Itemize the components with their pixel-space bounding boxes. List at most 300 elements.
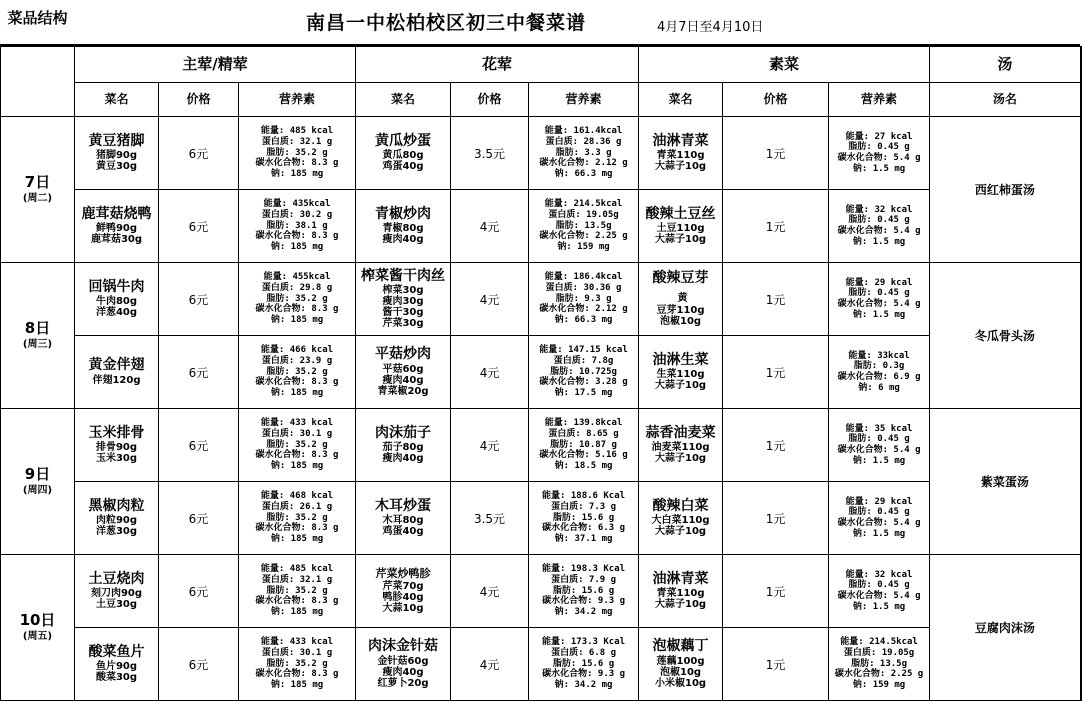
- veg-price: 1元: [765, 511, 786, 526]
- flower-name-cell: [356, 555, 451, 628]
- category-flower: 花荤: [356, 47, 639, 83]
- main-ingredient: 鱼片90g: [95, 661, 138, 673]
- veg-ingredient: 青菜110g: [656, 588, 705, 600]
- flower-ingredient: 青菜椒20g: [377, 385, 429, 397]
- flower-nutrition-line: 脂肪: 9.3 g: [555, 293, 612, 304]
- veg-nutrition-line: 钠: 1.5 mg: [852, 455, 906, 466]
- flower-name-cell: [356, 190, 451, 263]
- main-ingredient: 伴翅120g: [92, 374, 141, 386]
- flower-ingredient: 瘦肉40g: [382, 374, 424, 386]
- main-nutrition-line: 脂肪: 35.2 g: [266, 366, 328, 377]
- col-flower-price: 价格: [451, 83, 529, 117]
- main-ingredient: 洋葱40g: [95, 307, 138, 319]
- flower-nutrition-line: 蛋白质: 30.36 g: [545, 283, 622, 294]
- main-nutrition-line: 脂肪: 35.2 g: [266, 512, 328, 523]
- flower-nutrition-line: 钠: 37.1 mg: [554, 533, 613, 544]
- flower-dish-name: 平菇炒肉: [375, 346, 432, 363]
- flower-nutrition-line: 脂肪: 10.725g: [550, 366, 617, 377]
- column-header-row: [1, 83, 1081, 117]
- main-dish-name: 黄豆猪脚: [88, 132, 145, 149]
- veg-nutrition-line: 钠: 159 mg: [852, 679, 906, 690]
- flower-price: 3.5元: [473, 146, 506, 161]
- veg-nutrition-line: 能量: 32 kcal: [845, 204, 913, 215]
- flower-nutrition-line: 蛋白质: 7.9 g: [551, 575, 616, 586]
- flower-price-cell: [451, 336, 529, 409]
- veg-ingredient: 小米椒10g: [655, 677, 707, 689]
- veg-nutrition-line: 脂肪: 13.5g: [851, 658, 908, 669]
- structure-label-cell: [1, 9, 75, 117]
- main-name-cell: [75, 336, 159, 409]
- flower-price: 3.5元: [473, 511, 506, 526]
- dish-row: [1, 482, 1081, 555]
- flower-nutrition-line: 能量: 214.5kcal: [544, 199, 623, 210]
- veg-nutrition-line: 脂肪: 0.45 g: [848, 142, 910, 153]
- main-dish-name: 土豆烧肉: [88, 570, 145, 587]
- veg-nutrition-line: 脂肪: 0.45 g: [848, 288, 910, 299]
- main-nutrition-line: 能量: 485 kcal: [260, 126, 334, 137]
- veg-nutrition-line: 脂肪: 0.3g: [853, 361, 905, 372]
- veg-nutrition-line: 碳水化合物: 2.25 g: [834, 669, 924, 680]
- main-nutrition-cell: [239, 190, 356, 263]
- flower-dish-name: 肉沫金针菇: [368, 638, 439, 655]
- veg-ingredient: 泡椒10g: [660, 315, 702, 327]
- flower-ingredient: 木耳80g: [382, 515, 424, 527]
- col-veg-nutrition: 营养素: [829, 83, 930, 117]
- day-weekday: (周二): [22, 192, 53, 204]
- flower-ingredient: 鸭胗40g: [382, 592, 424, 604]
- flower-nutrition-line: 碳水化合物: 3.28 g: [539, 377, 628, 388]
- veg-nutrition-line: 钠: 1.5 mg: [852, 528, 906, 539]
- flower-nutrition-cell: [529, 628, 639, 701]
- main-nutrition-line: 蛋白质: 26.1 g: [261, 502, 333, 513]
- flower-nutrition-line: 碳水化合物: 2.12 g: [539, 304, 628, 315]
- flower-ingredient: 鸡蛋40g: [382, 526, 424, 538]
- main-price: 6元: [188, 365, 209, 380]
- flower-nutrition-line: 蛋白质: 7.3 g: [551, 502, 616, 513]
- flower-nutrition-line: 钠: 17.5 mg: [554, 387, 613, 398]
- veg-dish-name: 油淋青菜: [652, 570, 709, 587]
- flower-ingredient: 黄瓜80g: [382, 150, 424, 162]
- main-ingredient: 牛肉80g: [95, 296, 138, 308]
- main-ingredient: 鲜鸭90g: [95, 223, 138, 235]
- main-dish-name: 回锅牛肉: [88, 278, 145, 295]
- main-name-cell: [75, 117, 159, 190]
- flower-price: 4元: [479, 657, 500, 672]
- flower-name-cell: [356, 263, 451, 336]
- veg-nutrition-line: 钠: 6 mg: [858, 382, 900, 393]
- flower-nutrition-line: 钠: 18.5 mg: [554, 460, 613, 471]
- flower-nutrition-line: 蛋白质: 6.8 g: [551, 648, 616, 659]
- flower-nutrition-line: 钠: 66.3 mg: [554, 168, 613, 179]
- veg-name-cell: [639, 482, 723, 555]
- main-nutrition-line: 蛋白质: 29.8 g: [261, 283, 333, 294]
- veg-price: 1元: [765, 292, 786, 307]
- veg-ingredient: 大蒜子10g: [655, 380, 707, 392]
- flower-price-cell: [451, 409, 529, 482]
- veg-dish-name: 酸辣豆芽: [652, 270, 709, 287]
- flower-price-cell: [451, 482, 529, 555]
- day-weekday: (周四): [22, 484, 53, 496]
- main-ingredient: 排骨90g: [95, 442, 138, 454]
- main-nutrition-line: 能量: 435kcal: [263, 199, 331, 210]
- flower-price-cell: [451, 190, 529, 263]
- flower-nutrition-line: 蛋白质: 7.8g: [553, 356, 614, 367]
- main-name-cell: [75, 263, 159, 336]
- veg-ingredient: 大白菜110g: [651, 515, 710, 527]
- main-nutrition-line: 能量: 468 kcal: [260, 491, 334, 502]
- veg-price-cell: [723, 117, 829, 190]
- flower-ingredient: 茄子80g: [382, 442, 424, 454]
- main-price: 6元: [188, 657, 209, 672]
- flower-ingredient: 青椒80g: [382, 223, 424, 235]
- col-main-name: 菜名: [75, 83, 159, 117]
- main-nutrition-cell: [239, 117, 356, 190]
- flower-nutrition-line: 能量: 198.3 Kcal: [542, 564, 626, 575]
- flower-nutrition-line: 钠: 159 mg: [557, 241, 610, 252]
- main-nutrition-line: 能量: 433 kcal: [260, 418, 334, 429]
- main-price: 6元: [188, 146, 209, 161]
- veg-dish-name: 油淋生菜: [652, 351, 709, 368]
- flower-nutrition-line: 脂肪: 15.6 g: [552, 512, 615, 523]
- veg-nutrition-line: 碳水化合物: 5.4 g: [837, 299, 921, 309]
- main-price: 6元: [188, 219, 209, 234]
- flower-price-cell: [451, 263, 529, 336]
- soup-name: 紫菜蛋汤: [980, 475, 1029, 490]
- veg-price-cell: [723, 482, 829, 555]
- flower-price: 4元: [479, 365, 500, 380]
- main-nutrition-line: 碳水化合物: 8.3 g: [255, 596, 339, 607]
- main-dish-name: 鹿茸菇烧鸭: [81, 205, 152, 222]
- flower-price: 4元: [479, 584, 500, 599]
- main-nutrition-line: 钠: 185 mg: [270, 387, 324, 398]
- main-nutrition-line: 蛋白质: 30.2 g: [261, 210, 333, 221]
- flower-dish-name: 芹菜炒鸭胗: [375, 566, 431, 580]
- veg-dish-extra: 黄: [677, 292, 688, 304]
- flower-nutrition-line: 钠: 34.2 mg: [554, 606, 613, 617]
- col-main-nutrition: 营养素: [239, 83, 356, 117]
- veg-nutrition-line: 钠: 1.5 mg: [852, 236, 906, 247]
- veg-nutrition-cell: [829, 190, 930, 263]
- main-nutrition-line: 能量: 485 kcal: [260, 564, 334, 575]
- veg-price: 1元: [765, 657, 786, 672]
- veg-price: 1元: [765, 365, 786, 380]
- main-nutrition-line: 碳水化合物: 8.3 g: [255, 523, 339, 534]
- flower-price-cell: [451, 555, 529, 628]
- flower-price: 4元: [479, 292, 500, 307]
- veg-nutrition-line: 能量: 27 kcal: [845, 131, 913, 142]
- day-date: 8日: [24, 318, 51, 337]
- flower-nutrition-cell: [529, 555, 639, 628]
- veg-nutrition-line: 脂肪: 0.45 g: [848, 580, 910, 591]
- veg-name-cell: [639, 336, 723, 409]
- main-nutrition-line: 脂肪: 35.2 g: [266, 147, 328, 158]
- dish-row: [1, 263, 1081, 336]
- main-name-cell: [75, 190, 159, 263]
- main-nutrition-line: 钠: 185 mg: [270, 460, 324, 471]
- col-main-price: 价格: [159, 83, 239, 117]
- main-dish-name: 酸菜鱼片: [88, 643, 145, 660]
- flower-nutrition-line: 蛋白质: 8.65 g: [548, 429, 619, 440]
- dish-row: [1, 336, 1081, 409]
- flower-ingredient: 金针菇60g: [377, 655, 429, 667]
- flower-nutrition-line: 能量: 173.3 Kcal: [542, 637, 626, 648]
- main-price-cell: [159, 482, 239, 555]
- flower-nutrition-line: 碳水化合物: 2.12 g: [539, 158, 628, 169]
- col-veg-price: 价格: [723, 83, 829, 117]
- flower-nutrition-cell: [529, 263, 639, 336]
- flower-price: 4元: [479, 438, 500, 453]
- col-flower-name: 菜名: [356, 83, 451, 117]
- main-ingredient: 刻刀肉90g: [90, 588, 143, 600]
- flower-ingredient: 平菇60g: [382, 363, 424, 375]
- veg-dish-name: 泡椒藕丁: [652, 638, 709, 655]
- veg-dish-name: 酸辣土豆丝: [645, 205, 716, 222]
- main-nutrition-line: 碳水化合物: 8.3 g: [255, 231, 339, 242]
- day-weekday: (周五): [22, 630, 53, 642]
- veg-name-cell: [639, 263, 723, 336]
- main-nutrition-cell: [239, 409, 356, 482]
- veg-nutrition-line: 能量: 29 kcal: [845, 496, 913, 507]
- veg-price-cell: [723, 190, 829, 263]
- flower-nutrition-line: 蛋白质: 28.36 g: [545, 137, 622, 148]
- veg-nutrition-cell: [829, 555, 930, 628]
- flower-ingredient: 榨菜30g: [382, 285, 424, 297]
- veg-nutrition-cell: [829, 628, 930, 701]
- main-price: 6元: [188, 292, 209, 307]
- veg-nutrition-line: 钠: 1.5 mg: [852, 601, 906, 612]
- veg-nutrition-line: 钠: 1.5 mg: [852, 163, 906, 174]
- main-nutrition-line: 钠: 185 mg: [270, 533, 324, 544]
- category-veg: 素菜: [639, 47, 930, 83]
- flower-nutrition-line: 能量: 139.8kcal: [544, 418, 623, 429]
- main-ingredient: 玉米30g: [95, 453, 138, 465]
- main-nutrition-line: 能量: 433 kcal: [260, 637, 334, 648]
- main-price-cell: [159, 190, 239, 263]
- flower-nutrition-cell: [529, 336, 639, 409]
- day-date: 9日: [24, 464, 51, 483]
- veg-nutrition-line: 脂肪: 0.45 g: [848, 215, 910, 226]
- main-nutrition-line: 碳水化合物: 8.3 g: [255, 158, 339, 169]
- title-bar: [0, 0, 1080, 46]
- main-price-cell: [159, 628, 239, 701]
- flower-ingredient: 芹菜70g: [382, 581, 424, 593]
- flower-price-cell: [451, 117, 529, 190]
- veg-nutrition-cell: [829, 117, 930, 190]
- main-dish-name: 玉米排骨: [88, 424, 145, 441]
- veg-nutrition-cell: [829, 482, 930, 555]
- dish-row: [1, 117, 1081, 190]
- main-price-cell: [159, 555, 239, 628]
- main-nutrition-line: 碳水化合物: 8.3 g: [255, 669, 339, 680]
- veg-name-cell: [639, 190, 723, 263]
- veg-nutrition-line: 能量: 214.5kcal: [840, 637, 918, 648]
- flower-price-cell: [451, 628, 529, 701]
- main-dish-name: 黄金伴翅: [88, 357, 145, 374]
- soup-cell: [930, 117, 1081, 263]
- flower-nutrition-line: 脂肪: 13.5g: [555, 220, 612, 231]
- main-nutrition-line: 钠: 185 mg: [270, 168, 324, 179]
- soup-cell: [930, 555, 1081, 701]
- flower-ingredient: 鸡蛋40g: [382, 161, 424, 173]
- veg-dish-name: 酸辣白菜: [652, 497, 709, 514]
- flower-nutrition-line: 能量: 147.15 kcal: [539, 345, 628, 356]
- page-title: 南昌一中松柏校区初三中餐菜谱: [306, 12, 587, 34]
- main-nutrition-cell: [239, 628, 356, 701]
- flower-ingredient: 芹菜30g: [382, 318, 424, 330]
- main-nutrition-line: 蛋白质: 30.1 g: [261, 429, 333, 440]
- flower-nutrition-cell: [529, 409, 639, 482]
- day-weekday: (周三): [22, 338, 53, 350]
- main-nutrition-cell: [239, 336, 356, 409]
- flower-ingredient: 瘦肉40g: [382, 234, 424, 246]
- main-ingredient: 洋葱30g: [95, 526, 138, 538]
- main-nutrition-line: 脂肪: 35.2 g: [266, 658, 328, 669]
- main-nutrition-line: 能量: 466 kcal: [260, 345, 334, 356]
- veg-price: 1元: [765, 438, 786, 453]
- soup-name: 冬瓜骨头汤: [974, 329, 1035, 344]
- col-soup-name: 汤名: [930, 83, 1081, 117]
- veg-price-cell: [723, 336, 829, 409]
- veg-ingredient: 大蒜子10g: [655, 599, 707, 611]
- dish-row: [1, 190, 1081, 263]
- main-nutrition-cell: [239, 555, 356, 628]
- main-nutrition-line: 脂肪: 35.2 g: [266, 585, 328, 596]
- veg-ingredient: 生菜110g: [656, 369, 705, 381]
- main-nutrition-line: 钠: 185 mg: [270, 606, 324, 617]
- dish-row: [1, 409, 1081, 482]
- main-price: 6元: [188, 438, 209, 453]
- main-nutrition-line: 蛋白质: 30.1 g: [261, 648, 333, 659]
- flower-dish-name: 榨菜酱干肉丝: [361, 267, 446, 284]
- veg-ingredient: 油麦菜110g: [651, 442, 710, 454]
- flower-nutrition-line: 能量: 188.6 Kcal: [542, 491, 626, 502]
- flower-nutrition-cell: [529, 117, 639, 190]
- flower-dish-name: 黄瓜炒蛋: [375, 132, 432, 149]
- veg-ingredient: 大蒜子10g: [655, 453, 707, 465]
- flower-nutrition-line: 能量: 161.4kcal: [544, 126, 623, 137]
- col-flower-nutrition: 营养素: [529, 83, 639, 117]
- main-nutrition-line: 碳水化合物: 8.3 g: [255, 450, 339, 461]
- flower-nutrition-line: 碳水化合物: 6.3 g: [542, 523, 625, 534]
- veg-nutrition-line: 碳水化合物: 5.4 g: [837, 591, 921, 601]
- veg-nutrition-line: 碳水化合物: 6.9 g: [837, 372, 921, 382]
- flower-ingredient: 酱干30g: [382, 307, 424, 319]
- main-price-cell: [159, 263, 239, 336]
- flower-name-cell: [356, 409, 451, 482]
- day-cell: [1, 409, 75, 555]
- main-price-cell: [159, 117, 239, 190]
- veg-nutrition-line: 碳水化合物: 5.4 g: [837, 153, 921, 163]
- main-name-cell: [75, 628, 159, 701]
- flower-ingredient: 瘦肉40g: [382, 666, 424, 678]
- main-nutrition-line: 蛋白质: 23.9 g: [261, 356, 333, 367]
- flower-ingredient: 瘦肉40g: [382, 453, 424, 465]
- flower-nutrition-line: 碳水化合物: 2.25 g: [539, 231, 628, 242]
- soup-cell: [930, 263, 1081, 409]
- main-nutrition-line: 钠: 185 mg: [270, 241, 324, 252]
- veg-price-cell: [723, 409, 829, 482]
- veg-name-cell: [639, 117, 723, 190]
- veg-nutrition-line: 脂肪: 0.45 g: [848, 434, 910, 445]
- flower-nutrition-line: 脂肪: 15.6 g: [552, 585, 615, 596]
- veg-name-cell: [639, 555, 723, 628]
- flower-dish-name: 木耳炒蛋: [375, 497, 432, 514]
- veg-ingredient: 大蒜子10g: [655, 161, 707, 173]
- veg-nutrition-line: 碳水化合物: 5.4 g: [837, 445, 921, 455]
- veg-nutrition-line: 能量: 29 kcal: [845, 277, 913, 288]
- veg-nutrition-line: 碳水化合物: 5.4 g: [837, 226, 921, 236]
- veg-ingredient: 泡椒10g: [660, 666, 702, 678]
- col-veg-name: 菜名: [639, 83, 723, 117]
- main-nutrition-line: 钠: 185 mg: [270, 314, 324, 325]
- main-ingredient: 鹿茸菇30g: [90, 234, 143, 246]
- veg-nutrition-cell: [829, 409, 930, 482]
- flower-nutrition-line: 能量: 186.4kcal: [544, 272, 623, 283]
- flower-nutrition-line: 碳水化合物: 9.3 g: [542, 669, 625, 680]
- main-name-cell: [75, 409, 159, 482]
- category-header-row: [1, 47, 1081, 83]
- main-nutrition-line: 钠: 185 mg: [270, 679, 324, 690]
- flower-nutrition-line: 蛋白质: 19.05g: [548, 210, 619, 221]
- veg-dish-name: 油淋青菜: [652, 132, 709, 149]
- flower-nutrition-line: 钠: 34.2 mg: [554, 679, 613, 690]
- flower-name-cell: [356, 117, 451, 190]
- flower-nutrition-line: 脂肪: 10.87 g: [550, 439, 617, 450]
- main-nutrition-line: 碳水化合物: 8.3 g: [255, 377, 339, 388]
- main-nutrition-line: 能量: 455kcal: [263, 272, 331, 283]
- veg-ingredient: 豆芽110g: [656, 304, 705, 316]
- flower-nutrition-cell: [529, 190, 639, 263]
- main-dish-name: 黑椒肉粒: [88, 497, 145, 514]
- veg-dish-name: 蒜香油麦菜: [645, 424, 716, 441]
- flower-price: 4元: [479, 219, 500, 234]
- flower-ingredient: 红萝卜20g: [377, 677, 429, 689]
- veg-nutrition-line: 蛋白质: 19.05g: [843, 648, 915, 659]
- main-nutrition-cell: [239, 482, 356, 555]
- veg-ingredient: 莲藕100g: [656, 655, 705, 667]
- flower-nutrition-line: 钠: 66.3 mg: [554, 314, 613, 325]
- veg-nutrition-cell: [829, 263, 930, 336]
- veg-price: 1元: [765, 219, 786, 234]
- main-ingredient: 酸菜30g: [95, 672, 138, 684]
- veg-nutrition-line: 能量: 35 kcal: [845, 423, 913, 434]
- main-price: 6元: [188, 584, 209, 599]
- day-cell: [1, 555, 75, 701]
- main-nutrition-line: 脂肪: 35.2 g: [266, 439, 328, 450]
- main-ingredient: 土豆30g: [95, 599, 138, 611]
- veg-name-cell: [639, 628, 723, 701]
- dish-row: [1, 628, 1081, 701]
- main-name-cell: [75, 482, 159, 555]
- flower-name-cell: [356, 336, 451, 409]
- main-ingredient: 肉粒90g: [95, 515, 138, 527]
- veg-nutrition-cell: [829, 336, 930, 409]
- category-main: 主荤/精荤: [75, 47, 356, 83]
- main-nutrition-line: 蛋白质: 32.1 g: [261, 575, 333, 586]
- soup-name: 西红柿蛋汤: [974, 183, 1035, 198]
- soup-name: 豆腐肉沫汤: [974, 621, 1035, 636]
- main-nutrition-line: 脂肪: 38.1 g: [266, 220, 328, 231]
- day-date: 7日: [24, 172, 51, 191]
- veg-ingredient: 青菜110g: [656, 150, 705, 162]
- main-nutrition-cell: [239, 263, 356, 336]
- flower-nutrition-cell: [529, 482, 639, 555]
- flower-name-cell: [356, 628, 451, 701]
- flower-dish-name: 肉沫茄子: [375, 424, 432, 441]
- day-cell: [1, 117, 75, 263]
- veg-nutrition-line: 脂肪: 0.45 g: [848, 507, 910, 518]
- category-soup: 汤: [930, 47, 1081, 83]
